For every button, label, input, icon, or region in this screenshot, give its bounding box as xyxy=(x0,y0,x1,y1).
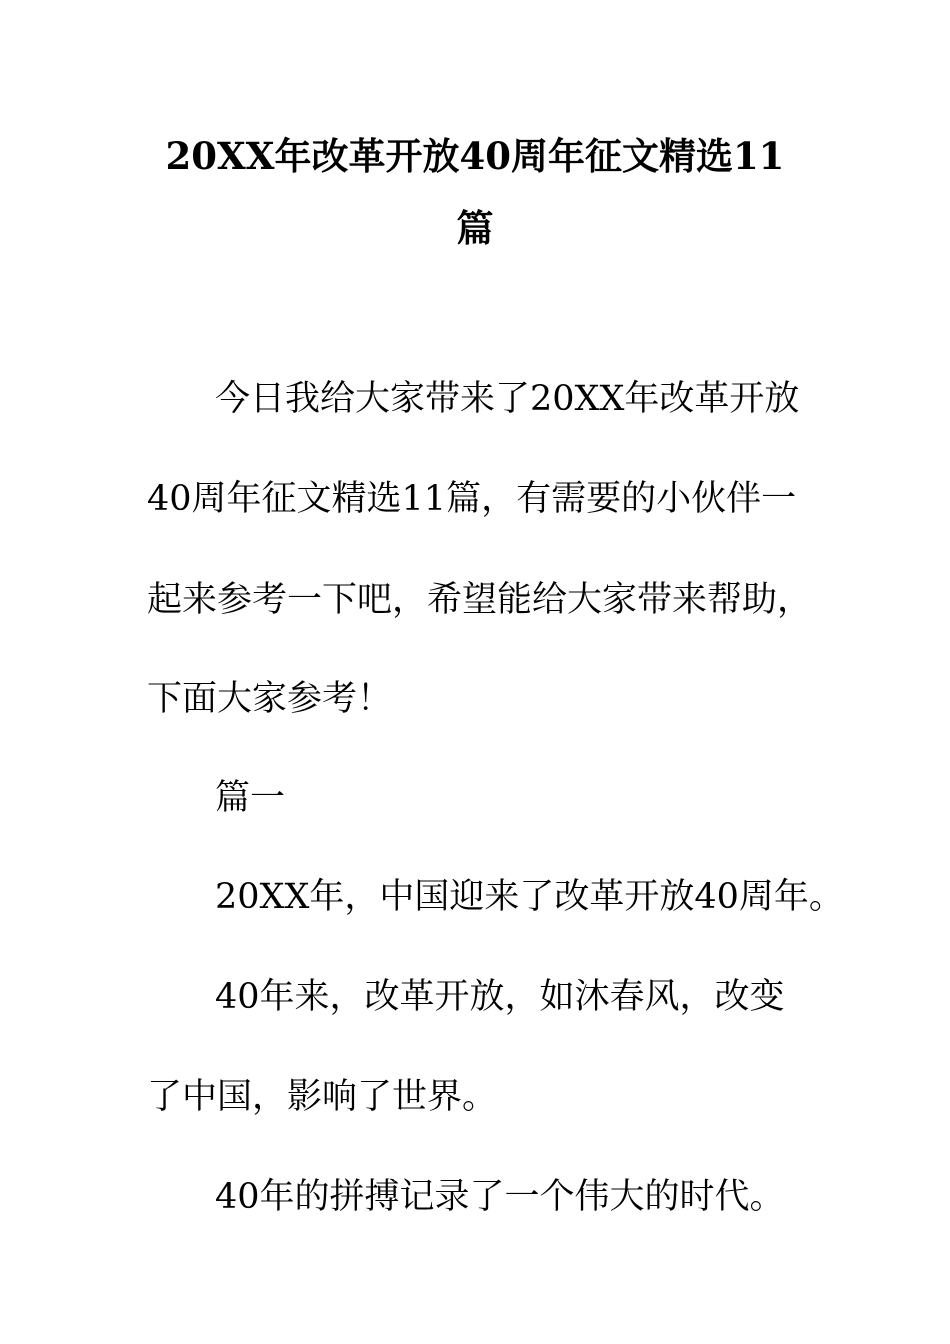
paragraph-line: 40年来，改革开放，如沐春风，改变 xyxy=(215,977,785,1017)
paragraph-line: 今日我给大家带来了20XX年改革开放 xyxy=(215,379,800,419)
paragraph-line: 下面大家参考！ xyxy=(147,679,393,719)
paragraph-line: 起来参考一下吧，希望能给大家带来帮助， xyxy=(147,580,813,620)
paragraph-line: 40年的拼搏记录了一个伟大的时代。 xyxy=(215,1177,785,1217)
document-title-line-1: 20XX年改革开放40周年征文精选11 xyxy=(165,134,785,178)
paragraph-line: 40周年征文精选11篇，有需要的小伙伴一 xyxy=(147,479,797,519)
document-title-line-2: 篇 xyxy=(456,206,494,250)
paragraph-line: 20XX年，中国迎来了改革开放40周年。 xyxy=(215,877,844,917)
section-heading: 篇一 xyxy=(215,778,286,818)
paragraph-line: 了中国，影响了世界。 xyxy=(147,1077,498,1117)
